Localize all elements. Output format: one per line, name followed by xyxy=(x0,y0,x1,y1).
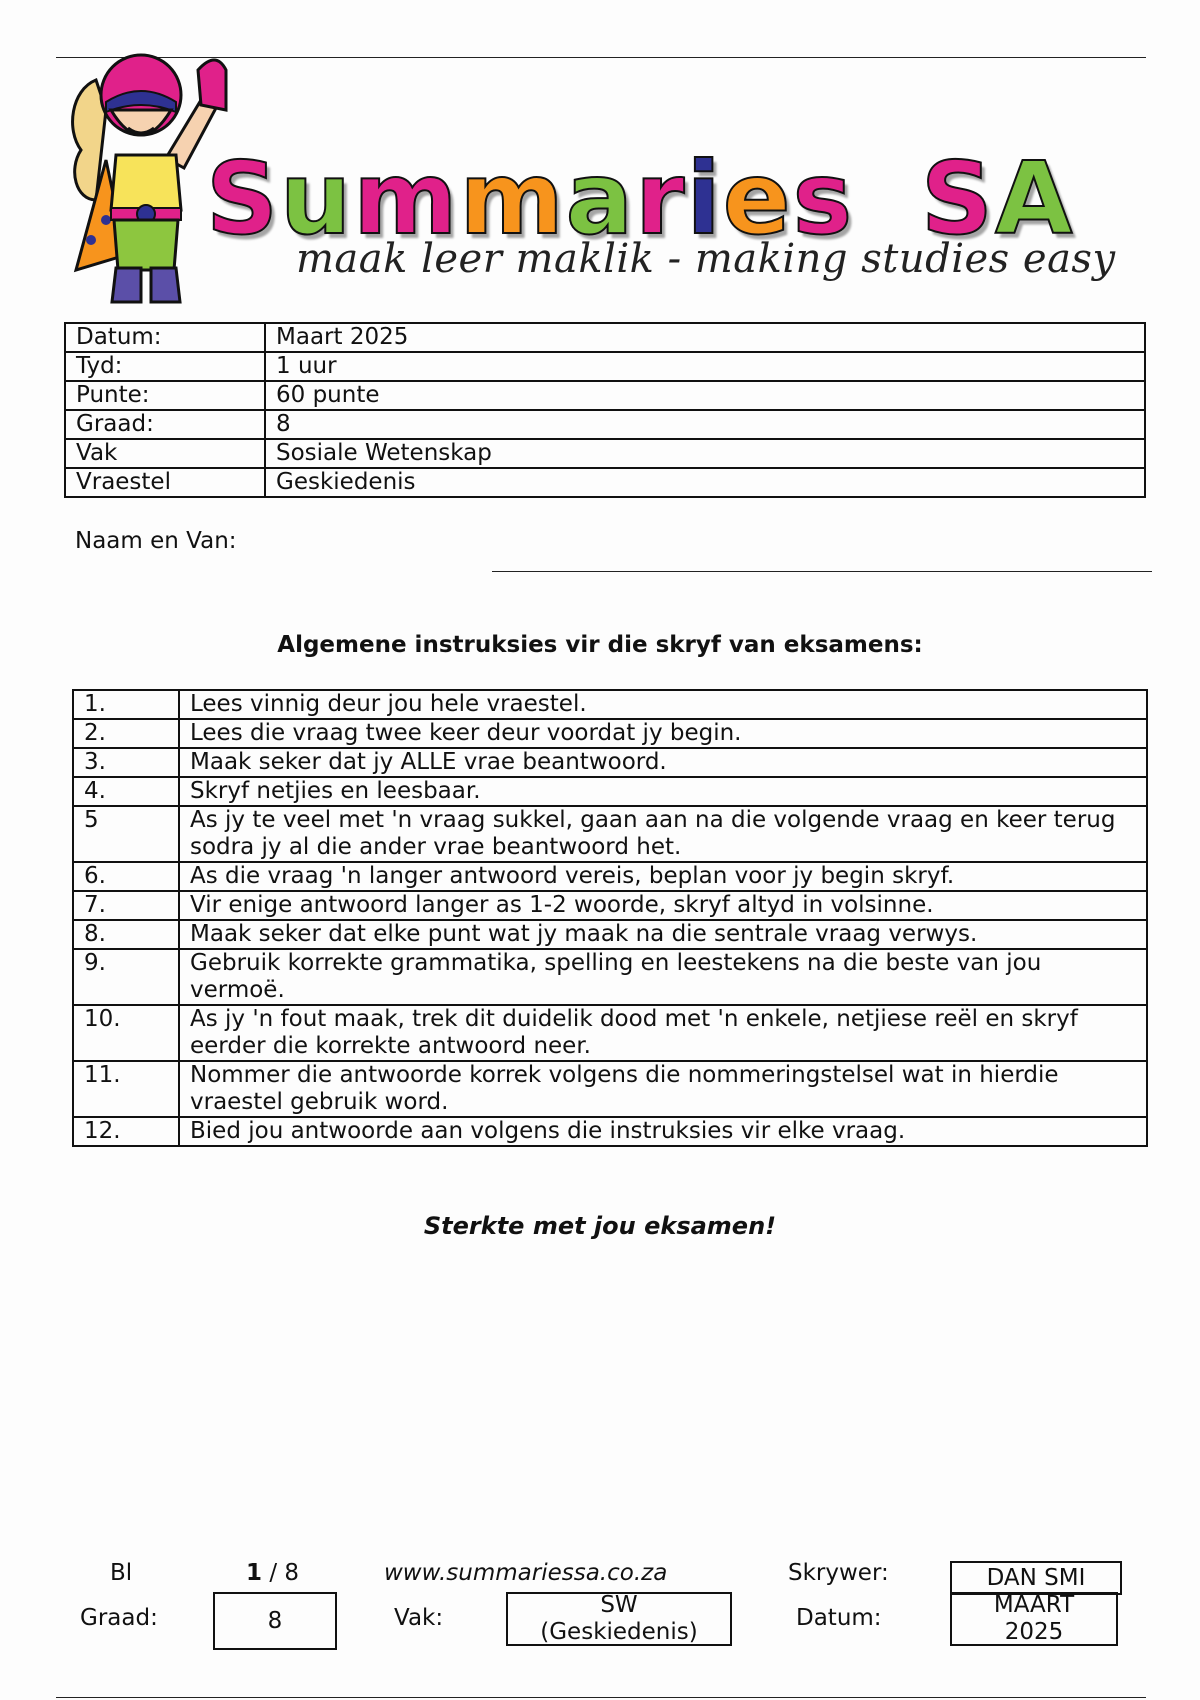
instruction-number: 5 xyxy=(73,806,179,862)
instruction-number: 10. xyxy=(73,1005,179,1061)
instruction-text: Bied jou antwoorde aan volgens die instruksies vir elke vraag. xyxy=(179,1117,1147,1146)
instruction-text: As jy 'n fout maak, trek dit duidelik dood met 'n enkele, netjiese reël en skryf eerder die korrekte antwoord neer. xyxy=(179,1005,1147,1061)
instruction-row xyxy=(73,806,1147,862)
brand-tagline: maak leer maklik - making studies easy xyxy=(296,236,1116,282)
brand-letter: u xyxy=(280,140,354,257)
name-line xyxy=(492,571,1152,572)
info-row xyxy=(65,352,1145,381)
name-label: Naam en Van: xyxy=(75,528,237,554)
instruction-number: 8. xyxy=(73,920,179,949)
info-row xyxy=(65,323,1145,352)
summaries-sa-logo xyxy=(66,40,1156,310)
brand-letter: S xyxy=(920,140,995,257)
instruction-text: Vir enige antwoord langer as 1-2 woorde, skryf altyd in volsinne. xyxy=(179,891,1147,920)
instruction-row xyxy=(73,690,1147,719)
info-value: Geskiedenis xyxy=(265,468,1145,497)
instruction-row xyxy=(73,1061,1147,1117)
instruction-number: 7. xyxy=(73,891,179,920)
instruction-text: Maak seker dat elke punt wat jy maak na die sentrale vraag verwys. xyxy=(179,920,1147,949)
instructions-title: Algemene instruksies vir die skryf van eksamens: xyxy=(277,632,923,658)
instruction-text: As die vraag 'n langer antwoord vereis, beplan voor jy begin skryf. xyxy=(179,862,1147,891)
brand-letter: r xyxy=(635,140,687,257)
instruction-number: 1. xyxy=(73,690,179,719)
page-total: 8 xyxy=(284,1560,300,1586)
instruction-text: Gebruik korrekte grammatika, spelling en leestekens na die beste van jou vermoë. xyxy=(179,949,1147,1005)
info-value: 1 uur xyxy=(265,352,1145,381)
footer-subject-box: SW (Geskiedenis) xyxy=(506,1592,732,1646)
instruction-text: As jy te veel met 'n vraag sukkel, gaan aan na die volgende vraag en keer terug sodra jy al die ander vrae beantwoord het. xyxy=(179,806,1147,862)
instruction-text: Maak seker dat jy ALLE vrae beantwoord. xyxy=(179,748,1147,777)
info-label: Vak xyxy=(65,439,265,468)
info-label: Graad: xyxy=(65,410,265,439)
instruction-row xyxy=(73,920,1147,949)
instruction-text: Nommer die antwoorde korrek volgens die nommeringstelsel wat in hierdie vraestel gebruik word. xyxy=(179,1061,1147,1117)
brand-letter: e xyxy=(722,140,793,257)
instruction-row xyxy=(73,748,1147,777)
info-value: 8 xyxy=(265,410,1145,439)
closing-message: Sterkte met jou eksamen! xyxy=(423,1212,777,1240)
instruction-number: 3. xyxy=(73,748,179,777)
info-row xyxy=(65,439,1145,468)
brand-letter: m xyxy=(353,140,460,257)
exam-info-table xyxy=(64,322,1146,498)
info-row xyxy=(65,381,1145,410)
page-current: 1 xyxy=(246,1560,263,1586)
instruction-number: 11. xyxy=(73,1061,179,1117)
instruction-row xyxy=(73,949,1147,1005)
instruction-text: Skryf netjies en leesbaar. xyxy=(179,777,1147,806)
instruction-number: 12. xyxy=(73,1117,179,1146)
instruction-text: Lees vinnig deur jou hele vraestel. xyxy=(179,690,1147,719)
footer-grade-box: 8 xyxy=(213,1592,337,1650)
instruction-row xyxy=(73,1117,1147,1146)
footer-grade-label: Graad: xyxy=(80,1605,158,1631)
instruction-number: 2. xyxy=(73,719,179,748)
brand-letter: S xyxy=(206,140,281,257)
instruction-number: 6. xyxy=(73,862,179,891)
footer-page-label: Bl xyxy=(110,1560,133,1586)
instruction-row xyxy=(73,862,1147,891)
info-value: Maart 2025 xyxy=(265,323,1145,352)
instruction-row xyxy=(73,1005,1147,1061)
footer-date-box: MAART 2025 xyxy=(950,1592,1118,1646)
footer-writer-box: DAN SMI xyxy=(950,1561,1122,1595)
instruction-row xyxy=(73,777,1147,806)
info-row xyxy=(65,468,1145,497)
brand-letter: a xyxy=(565,140,636,257)
brand-letter: A xyxy=(994,140,1075,257)
instruction-text: Lees die vraag twee keer deur voordat jy begin. xyxy=(179,719,1147,748)
instruction-number: 4. xyxy=(73,777,179,806)
footer-subject-label: Vak: xyxy=(394,1605,444,1631)
brand-letter: s xyxy=(792,140,855,257)
instruction-number: 9. xyxy=(73,949,179,1005)
info-row xyxy=(65,410,1145,439)
info-value: Sosiale Wetenskap xyxy=(265,439,1145,468)
instruction-row xyxy=(73,719,1147,748)
footer-writer-label: Skrywer: xyxy=(788,1560,889,1586)
info-label: Vraestel xyxy=(65,468,265,497)
footer-date-label: Datum: xyxy=(796,1605,882,1631)
footer-website: www.summariessa.co.za xyxy=(384,1560,668,1586)
footer-page-number xyxy=(246,1560,299,1586)
brand-letter: m xyxy=(459,140,566,257)
brand-letter: i xyxy=(686,140,723,257)
instructions-table xyxy=(72,689,1148,1147)
info-label: Punte: xyxy=(65,381,265,410)
info-value: 60 punte xyxy=(265,381,1145,410)
bottom-rule xyxy=(56,1697,1146,1698)
info-label: Datum: xyxy=(65,323,265,352)
page-separator: / xyxy=(262,1560,285,1586)
instruction-row xyxy=(73,891,1147,920)
info-label: Tyd: xyxy=(65,352,265,381)
